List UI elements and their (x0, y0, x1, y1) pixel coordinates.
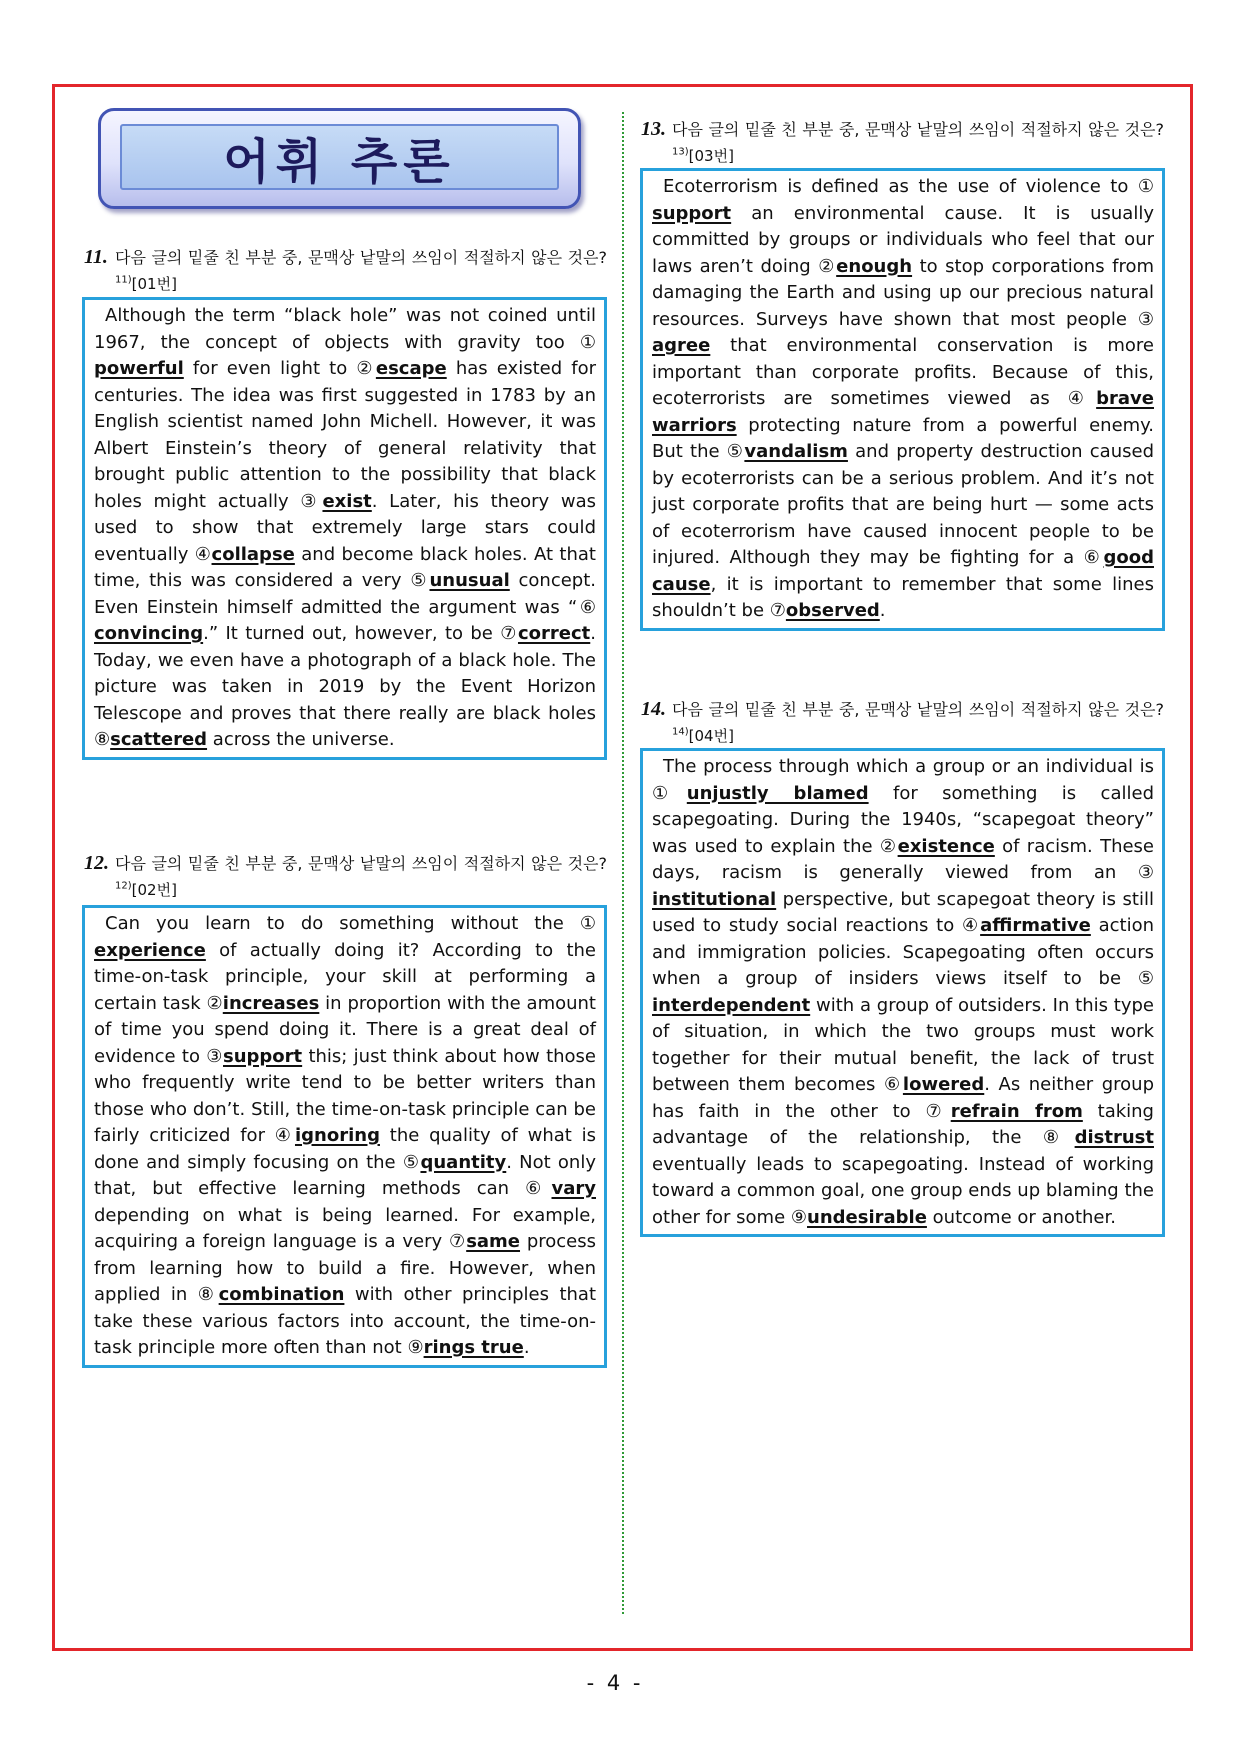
underlined-word: quantity (420, 1151, 507, 1173)
question-12-header (84, 850, 607, 903)
question-code: [02번] (131, 881, 177, 899)
option-number: ③ (1137, 308, 1154, 330)
underlined-word: institutional (652, 888, 777, 910)
option-number: ④ (194, 543, 212, 565)
underlined-option (770, 600, 880, 621)
underlined-word: refrain from (950, 1100, 1083, 1122)
footnote-marker: 14) (672, 726, 689, 738)
question-number: 11. (84, 246, 108, 268)
underlined-word: enough (836, 255, 913, 277)
question-14-header (641, 696, 1164, 749)
underlined-word: support (652, 202, 732, 224)
underlined-option (962, 915, 1091, 936)
passage-text: . Not only that, but effective learning methods can (94, 1151, 596, 1199)
underlined-word: correct (517, 623, 591, 644)
question-number: 12. (84, 852, 109, 874)
passage-text: Although the term “black hole” was not coined until 1967, the concept of objects with gravity too (94, 305, 596, 353)
passage-text: for even light to (183, 358, 357, 379)
option-number: ⑦ (448, 1231, 467, 1252)
underlined-word: distrust (1074, 1127, 1154, 1148)
passage-text: Ecoterrorism is defined as the use of violence to (663, 176, 1138, 197)
passage-text: concept. Even Einstein himself admitted the argument was “ (94, 570, 596, 618)
question-instruction: 다음 글의 밑줄 친 부분 중, 문맥상 낱말의 쓰임이 적절하지 않은 것은? (115, 248, 607, 267)
underlined-word: lowered (902, 1074, 985, 1095)
question-number: 14. (641, 698, 666, 720)
option-number: ⑨ (407, 1337, 424, 1358)
option-number: ② (356, 358, 376, 379)
option-number: ⑦ (925, 1100, 951, 1122)
option-number: ④ (961, 915, 981, 936)
passage-box-12 (82, 905, 607, 1368)
option-number: ⑤ (726, 441, 745, 462)
question-code: [04번] (688, 727, 734, 745)
underlined-option (884, 1074, 984, 1095)
question-instruction: 다음 글의 밑줄 친 부분 중, 문맥상 낱말의 쓰임이 적절하지 않은 것은? (672, 120, 1164, 139)
underlined-option (300, 491, 371, 512)
footnote-marker: 11) (115, 274, 132, 286)
page-number: - 4 - (586, 1671, 644, 1695)
footnote-marker: 13) (672, 146, 689, 158)
underlined-word: scattered (110, 729, 208, 750)
question-prompt (672, 117, 1164, 169)
option-number: ⑦ (769, 600, 786, 621)
underlined-option (791, 1207, 927, 1228)
passage-text: has existed for centuries. The idea was first suggested in 1783 by an English scientist named John Michell. However, it was Albert Einstein’s theory of general relativity that brought public attention to the possibility that black holes might actually (94, 358, 597, 512)
underlined-option (410, 570, 509, 591)
underlined-option (94, 729, 207, 750)
underlined-option (206, 1046, 302, 1067)
passage-text: and property destruction caused by ecoterrorists can be a serious problem. And it’s not just corporate profits that are being hurt — some acts of ecoterrorism have caused innocent people to be injured. Although they may be fighting for a (652, 441, 1154, 568)
underlined-option (818, 256, 912, 277)
underlined-option (356, 358, 446, 379)
option-number: ⑦ (500, 623, 518, 644)
passage-text: across the universe. (207, 729, 395, 750)
option-number: ① (652, 782, 687, 804)
passage-text: outcome or another. (926, 1206, 1116, 1228)
passage-text: protecting nature from a powerful enemy. But the (652, 414, 1154, 462)
underlined-option (652, 783, 869, 804)
option-number: ④ (1067, 388, 1097, 409)
underlined-word: increases (222, 992, 320, 1014)
underlined-option (880, 836, 995, 857)
passage-box-13 (640, 168, 1165, 631)
option-number: ③ (206, 1045, 223, 1067)
option-number: ③ (300, 490, 323, 512)
underlined-word: same (466, 1231, 521, 1252)
option-number: ⑤ (1137, 968, 1154, 989)
underlined-option (407, 1337, 523, 1358)
underlined-word: convincing (94, 623, 204, 644)
passage-text: . Later, his theory was used to show that extremely large stars could eventually (94, 490, 596, 565)
option-number: ⑥ (883, 1074, 903, 1095)
option-number: ⑤ (402, 1151, 421, 1173)
option-number: ① (1137, 176, 1154, 197)
passage-text: . (523, 1337, 530, 1358)
passage-text: . Today, we even have a photograph of a black hole. The picture was taken in 2019 by the Event Horizon Telescope and proves that there really are black holes (94, 623, 596, 724)
passage-text: that environmental conservation is more important than corporate profits. Because of this, ecoterrorists are sometimes viewed as (652, 335, 1154, 409)
underlined-word: observed (785, 600, 880, 621)
section-title: 어휘 추론 (223, 133, 456, 190)
underlined-option (1043, 1127, 1154, 1148)
passage-text: The process through which a group or an individual is (663, 756, 1154, 777)
underlined-word: vary (551, 1178, 596, 1199)
question-11-header (84, 244, 607, 297)
passage-text: . As neither group has faith in the other to (652, 1074, 1154, 1122)
passage-text: of racism. These days, racism is generally viewed from an (652, 835, 1155, 883)
underlined-word: agree (652, 335, 711, 356)
question-instruction: 다음 글의 밑줄 친 부분 중, 문맥상 낱말의 쓰임이 적절하지 않은 것은? (672, 700, 1164, 719)
question-13-header (641, 116, 1164, 169)
underlined-word: powerful (94, 358, 184, 379)
underlined-option (207, 993, 320, 1014)
underlined-word: affirmative (980, 915, 1091, 936)
question-prompt (672, 697, 1164, 749)
question-number: 13. (641, 118, 666, 140)
option-number: ⑧ (197, 1284, 219, 1305)
underlined-word: existence (897, 835, 995, 857)
passage-text: an environmental cause. It is usually committed by groups or individuals who feel that our laws aren’t doing (652, 202, 1154, 277)
underlined-word: good cause (652, 547, 1154, 595)
underlined-word: interdependent (652, 994, 811, 1016)
option-number: ⑧ (1042, 1127, 1075, 1148)
question-prompt (115, 851, 607, 903)
passage-text: the quality of what is done and simply focusing on the (94, 1125, 597, 1173)
underlined-word: support (223, 1045, 303, 1067)
passage-text: perspective, but scapegoat theory is still used to study social reactions to (652, 888, 1154, 936)
question-code: [03번] (688, 147, 734, 165)
underlined-option (525, 1178, 596, 1199)
passage-text: action and immigration policies. Scapegoating often occurs when a group of insiders views itself to be (652, 915, 1154, 989)
passage-text: to stop corporations from damaging the Earth and using up our precious natural resources. Surveys have shown that most people (652, 255, 1154, 330)
question-instruction: 다음 글의 밑줄 친 부분 중, 문맥상 낱말의 쓰임이 적절하지 않은 것은? (115, 854, 607, 873)
option-number: ② (879, 835, 898, 857)
option-number: ③ (1137, 862, 1154, 883)
question-prompt (115, 245, 607, 297)
passage-text: and become black holes. At that time, this was considered a very (94, 543, 596, 591)
passage-box-14 (640, 748, 1165, 1237)
question-code: [01번] (131, 275, 177, 293)
passage-text: of actually doing it? According to the time-on-task principle, your skill at performing a certain task (94, 939, 596, 1014)
underlined-word: exist (322, 490, 372, 512)
underlined-word: ignoring (294, 1125, 380, 1146)
underlined-word: brave warriors (652, 388, 1154, 436)
option-number: ⑧ (94, 729, 111, 750)
underlined-option (195, 544, 295, 565)
passage-text: .” It turned out, however, to be (203, 623, 501, 644)
title-banner (98, 108, 581, 209)
footnote-marker: 12) (115, 880, 132, 892)
option-number: ⑥ (525, 1178, 552, 1199)
passage-text: this; just think about how those who frequently write tend to be better writers than those who don’t. Still, the time-on-task principle can be fairly criticized for (94, 1045, 597, 1146)
column-divider (622, 112, 624, 1614)
underlined-option (925, 1101, 1082, 1122)
passage-text: in proportion with the amount of time you spend doing it. There is a great deal of evidence to (94, 992, 596, 1067)
underlined-option (449, 1231, 520, 1252)
underlined-option (275, 1125, 380, 1146)
option-number: ④ (274, 1125, 295, 1146)
option-number: ② (206, 992, 223, 1014)
passage-text: for something is called scapegoating. During the 1940s, “scapegoat theory” was used to explain the (652, 782, 1154, 857)
underlined-word: combination (218, 1284, 345, 1305)
underlined-word: unjustly blamed (686, 782, 869, 804)
passage-text: . (879, 600, 886, 621)
passage-text: with a group of outsiders. In this type of situation, in which the two groups must work together for their mutual benefit, the lack of trust between them becomes (652, 994, 1154, 1095)
underlined-option (727, 441, 848, 462)
title-banner-inner (120, 124, 559, 190)
underlined-word: undesirable (807, 1206, 927, 1228)
option-number: ⑤ (410, 570, 430, 591)
option-number: ① (579, 913, 596, 934)
passage-text: taking advantage of the relationship, the (652, 1100, 1154, 1148)
passage-text: eventually leads to scapegoating. Instead of working toward a common goal, one group ends up blaming the other for some (652, 1153, 1154, 1228)
option-number: ① (579, 331, 596, 353)
underlined-word: escape (375, 358, 447, 379)
underlined-word: rings true (423, 1337, 524, 1358)
option-number: ② (818, 255, 837, 277)
option-number: ⑥ (577, 596, 596, 618)
underlined-option (403, 1152, 506, 1173)
passage-text: Can you learn to do something without the (105, 913, 580, 934)
passage-text: with other principles that take these various factors into account, the time-on-task principle more often than not (94, 1284, 596, 1358)
underlined-option (198, 1284, 345, 1305)
underlined-word: unusual (429, 570, 510, 591)
option-number: ⑨ (790, 1206, 808, 1228)
passage-text: depending on what is being learned. For example, acquiring a foreign language is a very (94, 1204, 596, 1252)
underlined-word: experience (94, 939, 206, 961)
underlined-option (500, 623, 590, 644)
passage-text: process from learning how to build a fire. However, when applied in (94, 1231, 596, 1305)
passage-box-11 (82, 297, 607, 760)
underlined-word: collapse (211, 543, 295, 565)
passage-text: , it is important to remember that some lines shouldn’t be (652, 573, 1154, 621)
underlined-word: vandalism (744, 441, 848, 462)
option-number: ⑥ (1083, 547, 1104, 568)
